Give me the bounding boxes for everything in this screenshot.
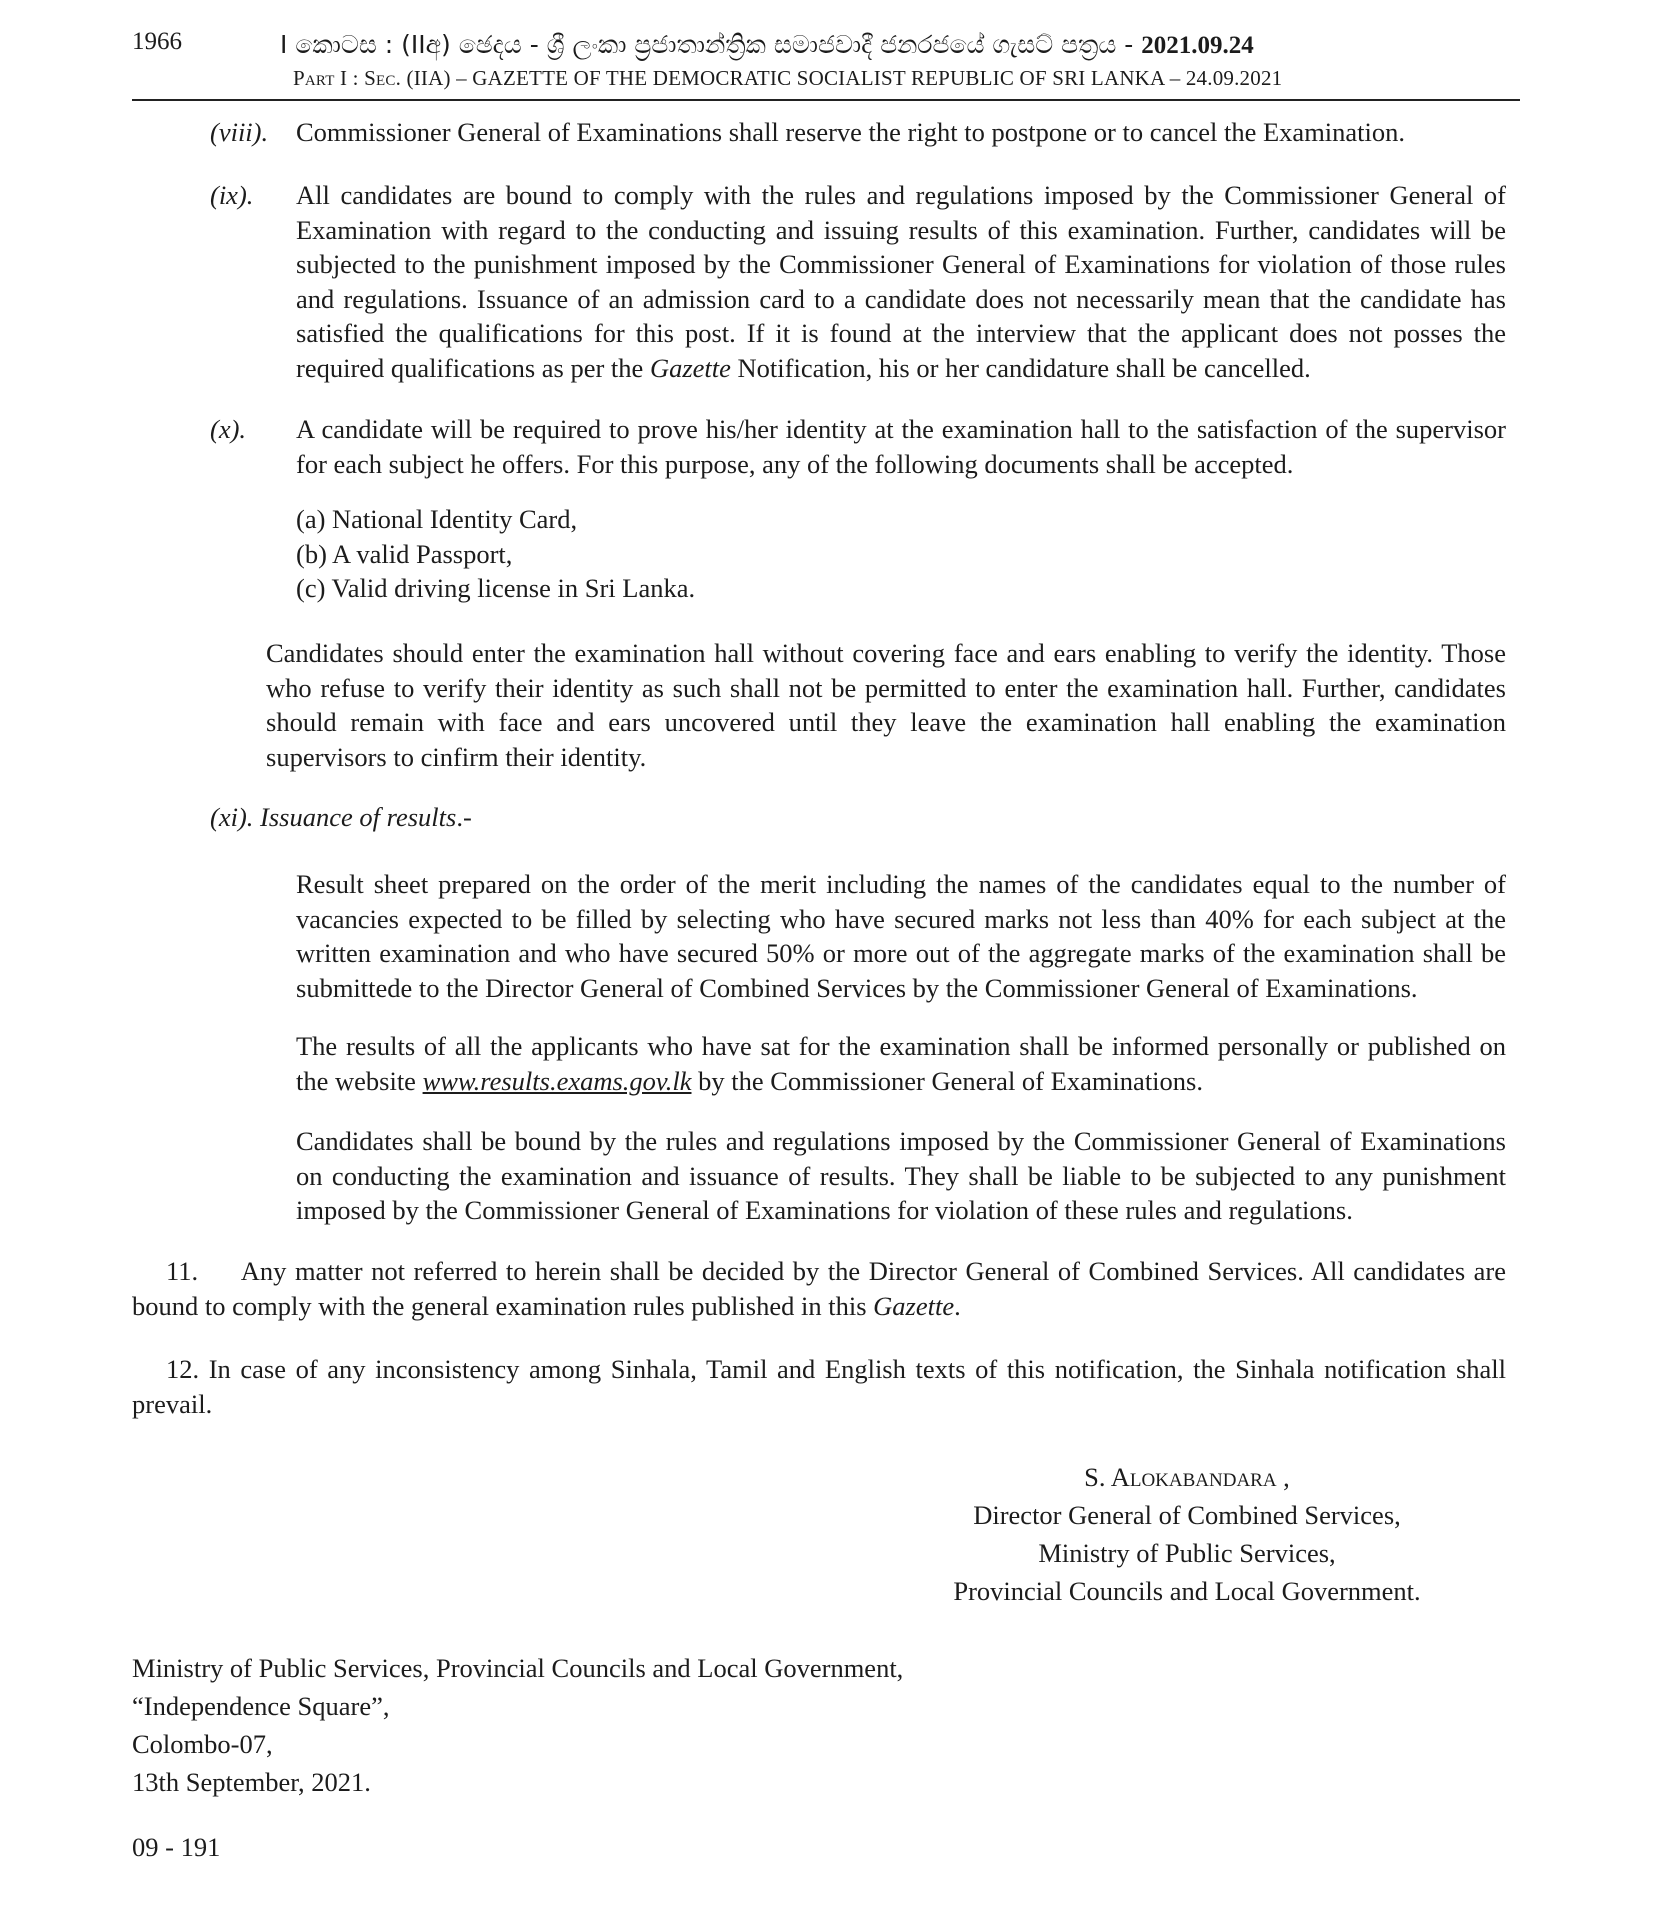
- address-block: [132, 1649, 903, 1801]
- signatory-name: S. Alokabandara ,: [1084, 1462, 1290, 1492]
- section-12: 12. In case of any inconsistency among Sinhala, Tamil and English texts of this notification, the Sinhala notification shall prevail.: [132, 1354, 1506, 1419]
- section-11-text: Any matter not referred to herein shall be decided by the Director General of Combined Services. All candidates are bound to comply with the general examination rules published in this: [132, 1256, 1507, 1321]
- document-item: (c) Valid driving license in Sri Lanka.: [296, 573, 696, 603]
- item-ix-text-part2: Notification, his or her candidature shall be cancelled.: [730, 352, 1311, 383]
- item-xi-paragraph-3: Candidates shall be bound by the rules and regulations imposed by the Commissioner General of Examinations on conducting the examination and issuance of results. They shall be liable to be subjected to any punishment imposed by the Commissioner General of Examinations for violation of these rules and regulations.: [296, 1126, 1506, 1225]
- page-number: 1966: [132, 28, 182, 55]
- header-divider: [132, 99, 1520, 101]
- header-english-line: [293, 66, 1343, 91]
- header-part: Part I: [293, 66, 348, 90]
- document-item: (b) A valid Passport,: [296, 538, 513, 569]
- item-ix-label: (ix).: [210, 180, 254, 210]
- header-sinhala-date: 2021.09.24: [1141, 32, 1254, 59]
- section-11-number: 11.: [166, 1256, 199, 1286]
- address-line: “Independence Square”,: [132, 1691, 390, 1721]
- item-xi-label: (xi). Issuance of results: [210, 802, 457, 832]
- item-xi-label-suffix: .-: [456, 802, 472, 832]
- results-website-link[interactable]: www.results.exams.gov.lk: [422, 1065, 692, 1096]
- section-11-text-end: .: [954, 1290, 961, 1321]
- signatory-ministry-line1: Ministry of Public Services,: [1038, 1538, 1336, 1568]
- header-sec: Sec.: [364, 66, 402, 90]
- item-xi-p2-text: The results of all the applicants who have sat for the examination shall be informed personally or published on the website: [296, 1031, 1506, 1096]
- item-xi-p2-text-end: by the Commissioner General of Examinations.: [691, 1065, 1203, 1096]
- document-item: (a) National Identity Card,: [296, 504, 578, 534]
- item-xi-paragraph-2: [296, 1029, 1506, 1098]
- reference-code: 09 - 191: [132, 1832, 221, 1862]
- address-line: Colombo-07,: [132, 1729, 273, 1759]
- item-x-note: Candidates should enter the examination hall without covering face and ears enabling to verify the identity. Those who refuse to verify their identity as such shall not be permitted to enter the examination hall. Further, candidates should remain with face and ears uncovered until they leave the examination hall enabling the examination supervisors to cinfirm their identity.: [266, 638, 1506, 772]
- item-viii-text: Commissioner General of Examinations shall reserve the right to postpone or to cancel the Examination.: [296, 117, 1406, 147]
- signatory-title: Director General of Combined Services,: [973, 1500, 1401, 1530]
- header-sinhala-text: I කොටස : (IIඅ) ඡෙදය - ශ්‍රී ලංකා ප්‍රජාතාන්ත්‍රික සමාජවාදී ජනරජයේ ගැසට් පත්‍රය -: [280, 30, 1142, 59]
- item-ix-gazette-word: Gazette: [649, 352, 731, 383]
- item-ix-text-part1: All candidates are bound to comply with the rules and regulations imposed by the Commissioner General of Examination with regard to the conducting and issuing results of this examination. Further, candidates will be subjected to the punishment imposed by the Commissioner General of Examinations for violation of those rules and regulations. Issuance of an admission card to a candidate does not necessarily mean that the candidate has satisfied the qualifications for this post. If it is found at the interview that the applicant does not posses the required qualifications as per the: [296, 180, 1506, 383]
- item-x-label: (x).: [210, 414, 247, 444]
- item-xi-paragraph-1: Result sheet prepared on the order of the merit including the names of the candidates equal to the number of vacancies expected to be filled by selecting who have secured marks not less than 40% for each subject at the written examination and who have secured 50% or more out of the aggregate marks of the examination shall be submittede to the Director General of Combined Services by the Commissioner General of Examinations.: [296, 869, 1506, 1003]
- signature-block: [907, 1458, 1467, 1610]
- item-x-text: A candidate will be required to prove his/her identity at the examination hall to the satisfaction of the supervisor for each subject he offers. For this purpose, any of the following documents shall be accepted.: [296, 414, 1506, 479]
- header-separator: :: [347, 66, 365, 90]
- address-line: Ministry of Public Services, Provincial Councils and Local Government,: [132, 1653, 904, 1683]
- section-11-gazette-word: Gazette: [873, 1290, 955, 1321]
- item-xi-heading: [210, 800, 472, 835]
- item-x-documents-list: [296, 502, 1196, 606]
- header-sinhala-line: [280, 30, 1360, 60]
- header-english-text: (IIA) – GAZETTE OF THE DEMOCRATIC SOCIALIST REPUBLIC OF SRI LANKA – 24.09.2021: [401, 66, 1283, 90]
- item-ix-text: [296, 178, 1506, 385]
- address-date: 13th September, 2021.: [132, 1767, 371, 1797]
- item-viii-label: (viii).: [210, 117, 269, 147]
- section-11: [132, 1254, 1506, 1323]
- signatory-ministry-line2: Provincial Councils and Local Government.: [953, 1576, 1421, 1606]
